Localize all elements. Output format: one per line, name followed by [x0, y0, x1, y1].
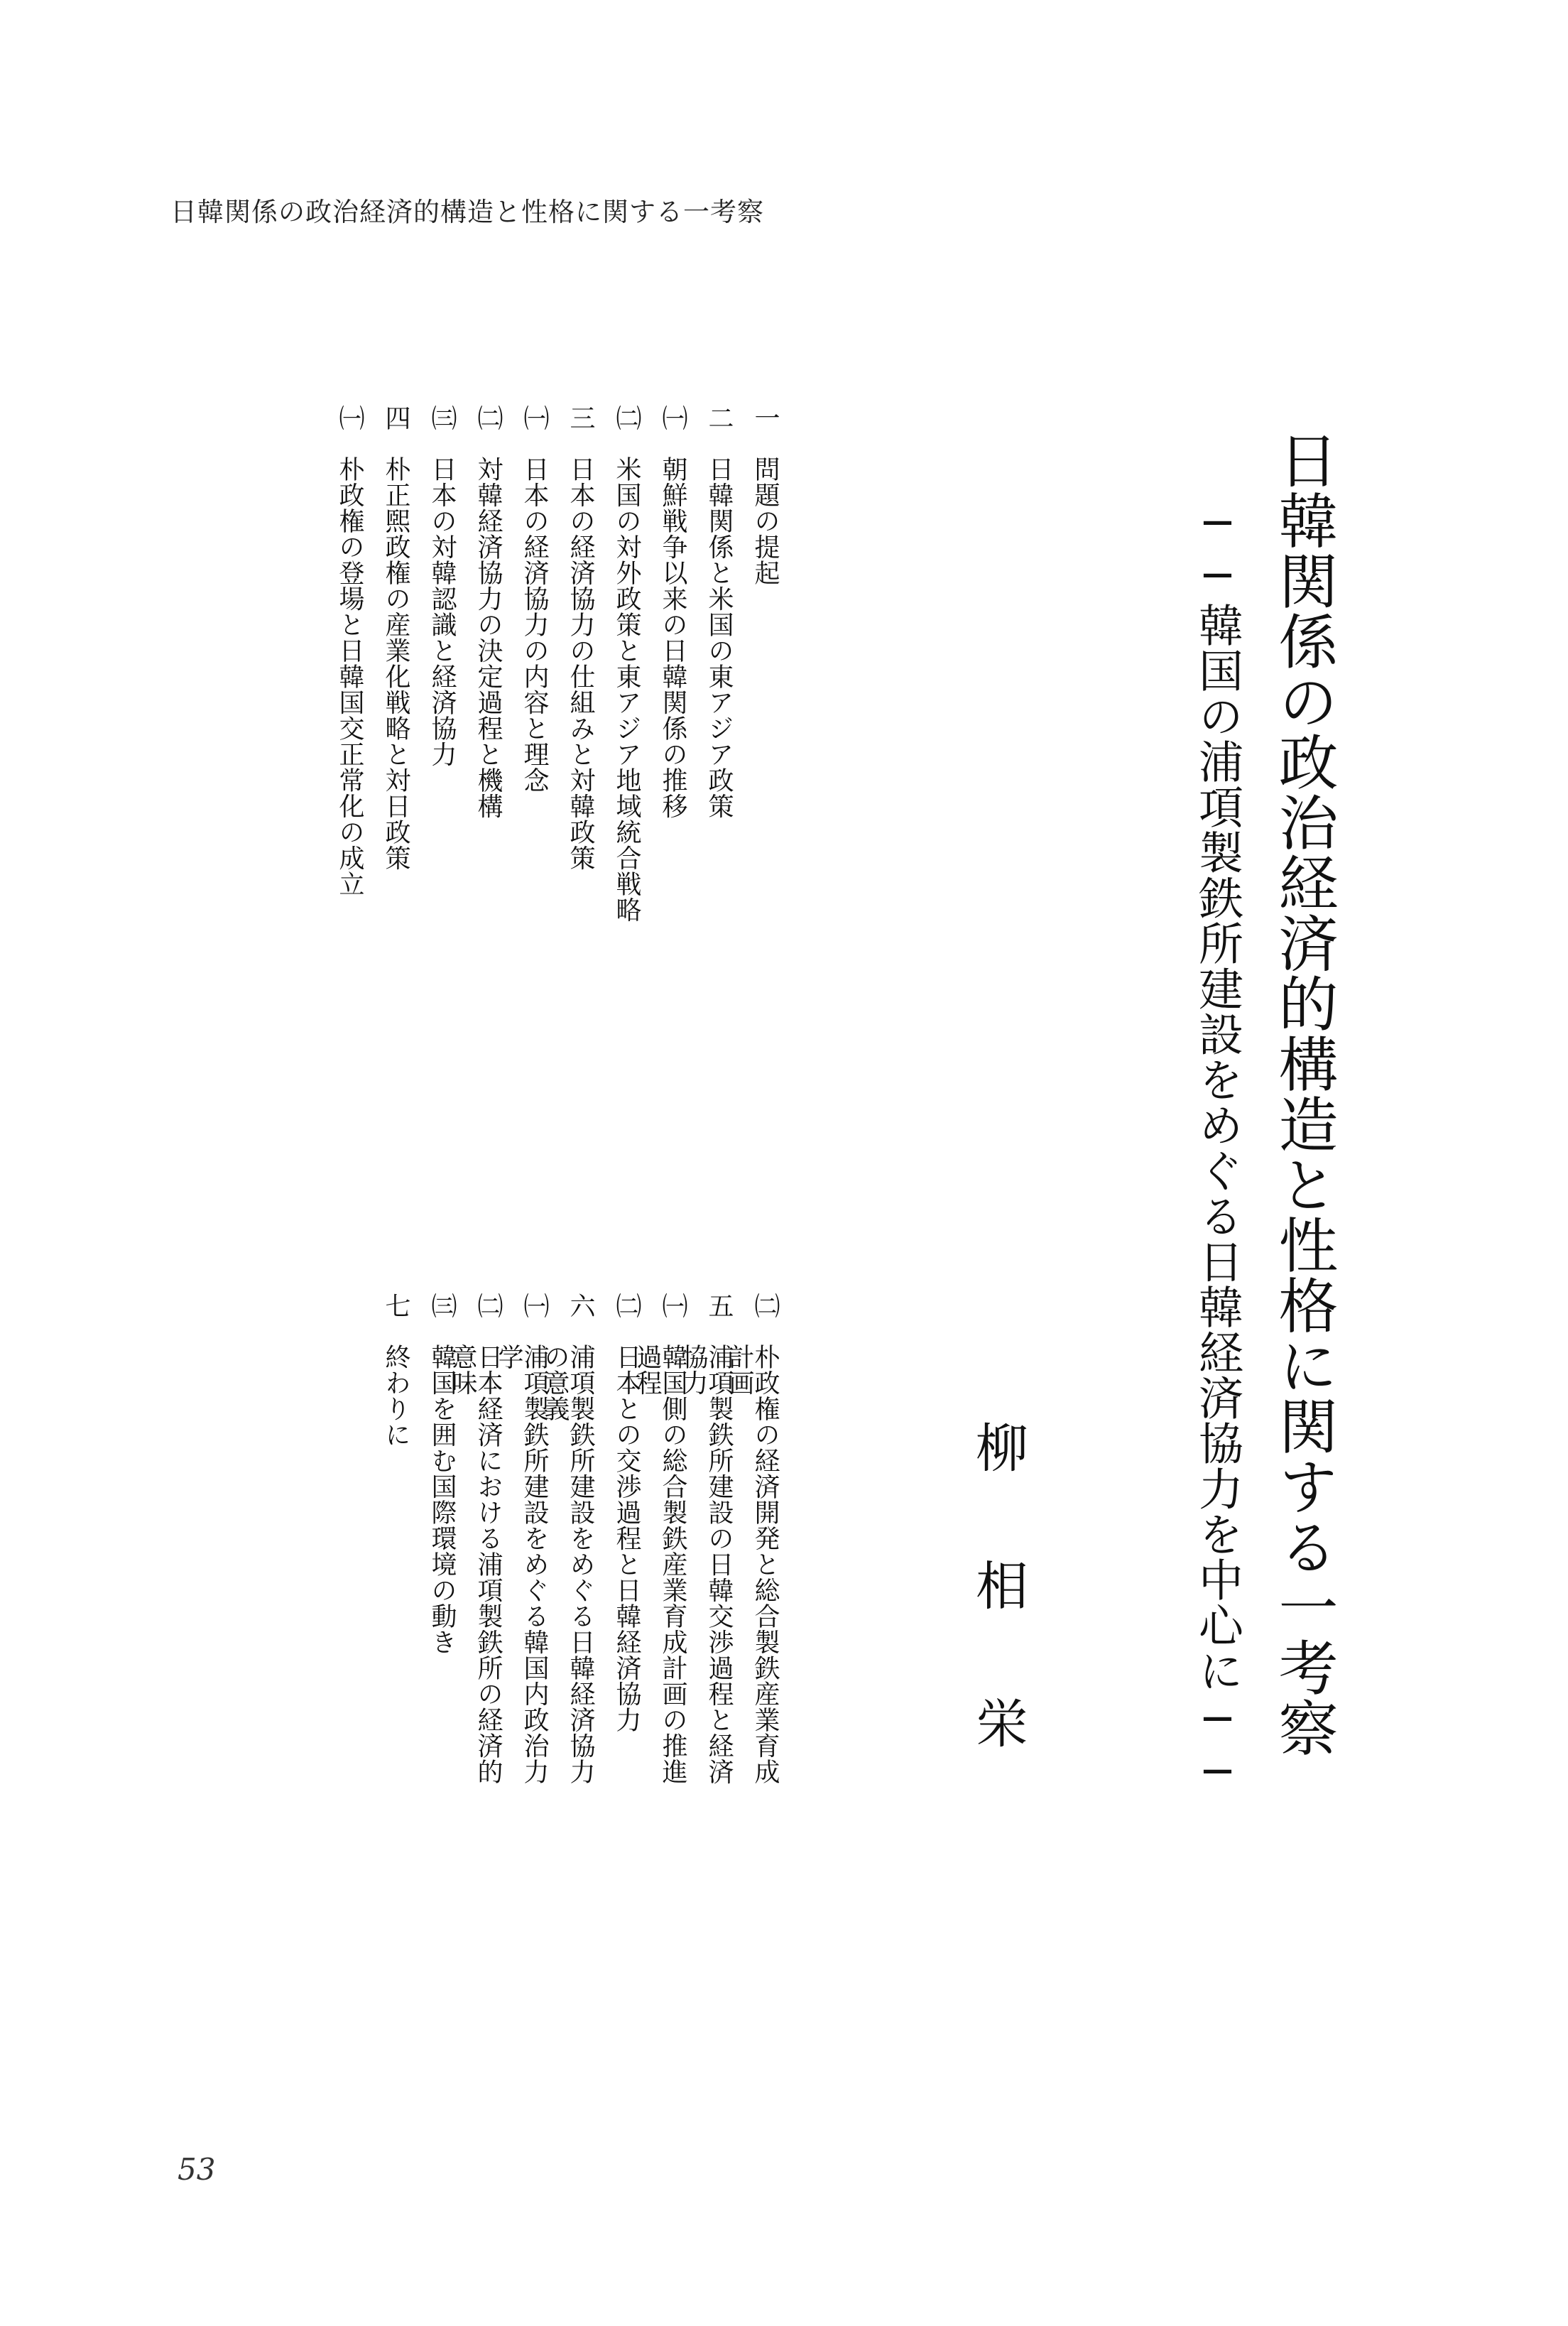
toc-item	[412, 1293, 457, 1790]
toc-text: 日本の経済協力の内容と理念	[520, 456, 549, 793]
toc-number: ㈡	[474, 1293, 503, 1318]
toc-text: 朝鮮戦争以来の日韓関係の推移	[658, 456, 687, 819]
toc-text: 浦項製鉄所建設をめぐる日韓経済協力の意義	[540, 1344, 595, 1785]
toc-number: 七	[381, 1293, 410, 1318]
toc-item	[494, 1293, 549, 1790]
toc-item	[504, 405, 547, 1371]
toc-text: 朴政権の経済開発と総合製鉄産業育成計画	[725, 1344, 780, 1785]
toc-number: 四	[381, 405, 410, 430]
toc-text: 日本経済における浦項製鉄所の経済的意味	[448, 1344, 503, 1785]
toc-number: ㈠	[658, 1293, 687, 1318]
toc-text: 日韓関係と米国の東アジア政策	[704, 456, 734, 819]
toc-number: ㈠	[335, 405, 364, 430]
toc-text: 韓国側の総合製鉄産業育成計画の推進過程	[633, 1344, 687, 1785]
toc-text: 終わりに	[381, 1344, 410, 1447]
toc-text: 問題の提起	[751, 456, 780, 586]
toc-number: ㈠	[520, 1293, 549, 1318]
page-number: 53	[178, 2152, 216, 2187]
toc-text: 朴政権の登場と日韓国交正常化の成立	[335, 456, 364, 897]
toc-number: 六	[566, 1293, 595, 1318]
toc-text: 朴正煕政権の産業化戦略と対日政策	[381, 456, 410, 871]
toc-number: ㈡	[612, 405, 641, 430]
running-header: 日韓関係の政治経済的構造と性格に関する一考察	[170, 197, 764, 227]
toc-text: 日本の経済協力の仕組みと対韓政策	[566, 456, 595, 871]
toc-number: ㈠	[520, 405, 549, 430]
toc-number: 三	[566, 405, 595, 430]
toc-number: ㈠	[658, 405, 687, 430]
toc-text: 米国の対外政策と東アジア地域統合戦略	[612, 456, 641, 923]
article-title: 日韓関係の政治経済的構造と性格に関する一考察	[1269, 430, 1339, 1758]
toc-item	[597, 405, 639, 1371]
toc-item	[633, 1293, 687, 1790]
toc-number: 五	[704, 1293, 734, 1318]
toc-item	[412, 405, 457, 1371]
toc-number: ㈡	[612, 1293, 641, 1318]
toc-text: 対韓経済協力の決定過程と機構	[474, 456, 503, 819]
toc-item	[679, 1293, 734, 1790]
toc-item	[689, 405, 734, 1371]
toc-number: ㈢	[428, 1293, 457, 1318]
toc-text: 浦項製鉄所建設の日韓交渉過程と経済協力	[679, 1344, 734, 1785]
toc-number: 二	[704, 405, 734, 430]
article-subtitle: ──韓国の浦項製鉄所建設をめぐる日韓経済協力を中心に──	[1192, 497, 1243, 1798]
toc-text: 韓国を囲む国際環境の動き	[428, 1344, 457, 1655]
toc-text: 日本との交渉過程と日韓経済協力	[612, 1344, 641, 1733]
toc-item	[735, 405, 778, 1371]
toc-number: ㈡	[474, 405, 503, 430]
toc-item	[366, 405, 408, 1371]
toc-item	[550, 405, 593, 1371]
toc-number: ㈢	[428, 405, 457, 430]
toc-text: 日本の対韓認識と経済協力	[428, 456, 457, 767]
toc-item	[320, 405, 362, 1371]
toc-number: 一	[751, 405, 780, 430]
toc-number: ㈡	[751, 1293, 780, 1318]
toc-item	[643, 405, 685, 1371]
toc-item	[458, 405, 501, 1371]
toc-item	[366, 1293, 408, 1790]
toc-item	[725, 1293, 780, 1790]
author-name: 柳相栄	[967, 1420, 1028, 1834]
toc-item	[448, 1293, 503, 1790]
toc-item	[597, 1293, 639, 1790]
toc-item	[540, 1293, 595, 1790]
toc-text: 浦項製鉄所建設をめぐる韓国内政治力学	[494, 1344, 549, 1785]
